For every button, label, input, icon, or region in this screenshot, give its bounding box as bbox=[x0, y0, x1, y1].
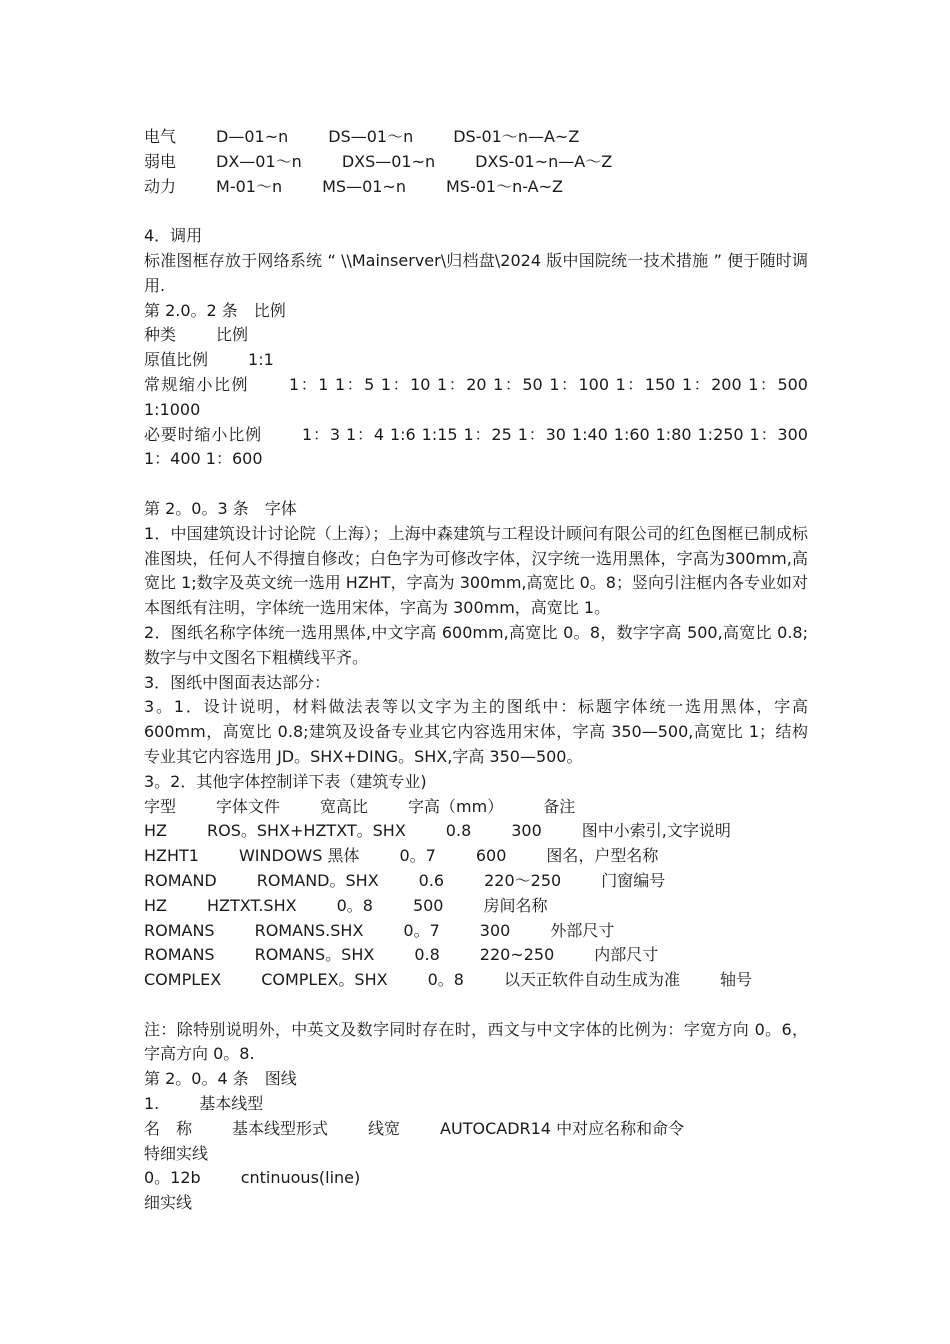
header-cell: 种类 bbox=[144, 325, 177, 345]
table-cell: HZ bbox=[144, 895, 167, 915]
code-cell: 弱电 bbox=[144, 151, 177, 171]
table-cell: ROMAND bbox=[144, 870, 217, 890]
table-cell: ROMAND。SHX bbox=[256, 870, 379, 890]
section-title: 4．调用 bbox=[144, 226, 203, 246]
code-cell: DX—01～n bbox=[216, 151, 302, 171]
font-table-row bbox=[144, 919, 808, 944]
table-cell: 300 bbox=[479, 920, 511, 940]
article-title: 第 2.0。2 条 比例 bbox=[144, 300, 286, 320]
scale-row bbox=[144, 348, 808, 373]
article-title: 第 2。0。4 条 图线 bbox=[144, 1069, 297, 1089]
table-cell: COMPLEX bbox=[144, 970, 222, 990]
header-cell: 字型 bbox=[144, 796, 177, 816]
font-table bbox=[144, 795, 808, 993]
subsection-title bbox=[144, 1092, 808, 1117]
font-table-row bbox=[144, 968, 808, 993]
scale-cell: 1：1 1：5 1：10 1：20 1：50 1：100 1：150 1：200 1：500 1:1000 bbox=[144, 374, 808, 419]
line-type-spec bbox=[144, 1166, 808, 1191]
paragraph: 3。1．设计说明，材料做法表等以文字为主的图纸中：标题字体统一选用黑体，字高600mm，高宽比 0.8;建筑及设备专业其它内容选用宋体，字高 350—500,高宽比 1；结构专业其它内容选用 JD。SHX+DING。SHX,字高 350—500。 bbox=[144, 697, 808, 766]
table-cell: 0.8 bbox=[414, 945, 440, 965]
table-cell: ROMANS bbox=[144, 920, 215, 940]
scale-row bbox=[144, 373, 808, 423]
code-cell: D—01~n bbox=[216, 127, 289, 146]
code-table bbox=[144, 125, 808, 199]
header-cell: 宽高比 bbox=[320, 796, 369, 816]
table-cell: 图中小索引,文字说明 bbox=[581, 821, 731, 841]
subsection-number: 1. bbox=[144, 1094, 160, 1114]
paragraph: 1．中国建筑设计讨论院（上海）；上海中森建筑与工程设计顾问有限公司的红色图框已制成标准图块，任何人不得擅自修改；白色字为可修改字体，汉字统一选用黑体，字高为300mm,高宽比 1;数字及英文统一选用 HZHT，字高为 300mm,高宽比 0。8；竖向引注框内各专业如对本图纸有注明，字体统一选用宋体，字高为 300mm，高宽比 1。 bbox=[144, 523, 808, 618]
table-cell: 内部尺寸 bbox=[594, 945, 659, 965]
header-cell: 名 称 bbox=[144, 1118, 193, 1138]
font-table-row bbox=[144, 869, 808, 894]
table-cell: COMPLEX。SHX bbox=[261, 970, 388, 990]
paragraph: 标准图框存放于网络系统 “ \\Mainserver\归档盘\2024 版中国院统一技术措施 ” 便于随时调用. bbox=[144, 250, 808, 295]
paragraph: 3．图纸中图面表达部分： bbox=[144, 672, 331, 692]
scale-cell: 常规缩小比例 bbox=[144, 374, 250, 394]
header-cell: AUTOCADR14 中对应名称和命令 bbox=[440, 1118, 685, 1138]
line-width: 0。12b bbox=[144, 1168, 201, 1188]
article-title: 第 2。0。3 条 字体 bbox=[144, 498, 297, 518]
code-cell: MS-01～n-A~Z bbox=[445, 176, 563, 196]
scale-header-row bbox=[144, 323, 808, 348]
paragraph: 3。2．其他字体控制详下表（建筑专业) bbox=[144, 771, 427, 791]
line-table-header bbox=[144, 1117, 808, 1142]
table-cell: 门窗编号 bbox=[601, 870, 666, 890]
table-cell: 600 bbox=[475, 846, 507, 866]
spacer bbox=[144, 199, 808, 224]
header-cell: 字高（mm） bbox=[408, 796, 504, 816]
subsection-label: 基本线型 bbox=[199, 1094, 264, 1114]
line-type-name: 特细实线 bbox=[144, 1143, 209, 1163]
header-cell: 线宽 bbox=[368, 1118, 401, 1138]
table-cell: 0。7 bbox=[399, 846, 436, 866]
table-cell: ROMANS bbox=[144, 945, 215, 965]
table-cell: 0.6 bbox=[418, 870, 445, 890]
code-cell: DXS-01~n—A～Z bbox=[475, 151, 613, 171]
table-cell: 外部尺寸 bbox=[550, 920, 615, 940]
font-table-row bbox=[144, 894, 808, 919]
header-cell: 字体文件 bbox=[216, 796, 281, 816]
code-row bbox=[144, 175, 808, 200]
table-cell: HZTXT.SHX bbox=[207, 895, 297, 915]
code-cell: DS-01～n—A~Z bbox=[453, 127, 580, 146]
paragraph: 2．图纸名称字体统一选用黑体,中文字高 600mm,高宽比 0。8，数字字高 500,高宽比 0.8;数字与中文图名下粗横线平齐。 bbox=[144, 622, 808, 667]
table-cell: WINDOWS 黑体 bbox=[238, 846, 360, 866]
table-cell: 0。7 bbox=[403, 920, 440, 940]
code-cell: 动力 bbox=[144, 176, 177, 196]
font-table-row bbox=[144, 819, 808, 844]
table-cell: ROMANS。SHX bbox=[254, 945, 375, 965]
code-cell: M-01～n bbox=[216, 176, 283, 196]
table-cell: 0。8 bbox=[427, 970, 464, 990]
code-cell: MS—01~n bbox=[322, 176, 406, 196]
table-cell: 房间名称 bbox=[483, 895, 548, 915]
scale-row bbox=[144, 423, 808, 473]
scale-cell: 原值比例 bbox=[144, 350, 209, 370]
code-row bbox=[144, 125, 808, 150]
table-cell: 220～250 bbox=[484, 870, 562, 890]
code-cell: DS—01～n bbox=[328, 127, 414, 146]
code-cell: 电气 bbox=[144, 127, 177, 146]
font-table-row bbox=[144, 844, 808, 869]
table-cell: HZ bbox=[144, 821, 167, 841]
document-page bbox=[144, 125, 808, 1216]
table-cell: ROS。SHX+HZTXT。SHX bbox=[207, 821, 406, 841]
table-cell: 以天正软件自动生成为准 bbox=[503, 970, 680, 990]
code-cell: DXS—01~n bbox=[341, 151, 436, 171]
code-row bbox=[144, 150, 808, 175]
scale-cell: 必要时缩小比例 bbox=[144, 424, 262, 444]
scale-cell: 1：3 1：4 1:6 1:15 1：25 1：30 1:40 1:60 1:80 1:250 1：300 1：400 1：600 bbox=[144, 424, 808, 469]
spacer bbox=[144, 993, 808, 1018]
scale-cell: 1:1 bbox=[248, 350, 274, 370]
font-table-row bbox=[144, 943, 808, 968]
table-cell: 500 bbox=[412, 895, 444, 915]
header-cell: 备注 bbox=[543, 796, 576, 816]
line-command: cntinuous(line) bbox=[240, 1168, 361, 1188]
spacer bbox=[144, 472, 808, 497]
table-cell: ROMANS.SHX bbox=[254, 920, 364, 940]
table-cell: 轴号 bbox=[719, 970, 752, 990]
table-cell: 220~250 bbox=[479, 945, 555, 965]
line-type-name: 细实线 bbox=[144, 1193, 193, 1213]
table-cell: HZHT1 bbox=[144, 846, 199, 866]
note-paragraph: 注：除特别说明外，中英文及数字同时存在时，西文与中文字体的比例为：字宽方向 0。6，字高方向 0。8. bbox=[144, 1019, 808, 1064]
table-cell: 300 bbox=[511, 821, 542, 841]
header-cell: 基本线型形式 bbox=[232, 1118, 329, 1138]
font-table-header bbox=[144, 795, 808, 820]
table-cell: 0.8 bbox=[445, 821, 472, 841]
header-cell: 比例 bbox=[216, 325, 249, 345]
table-cell: 图名，户型名称 bbox=[546, 846, 659, 866]
table-cell: 0。8 bbox=[336, 895, 373, 915]
